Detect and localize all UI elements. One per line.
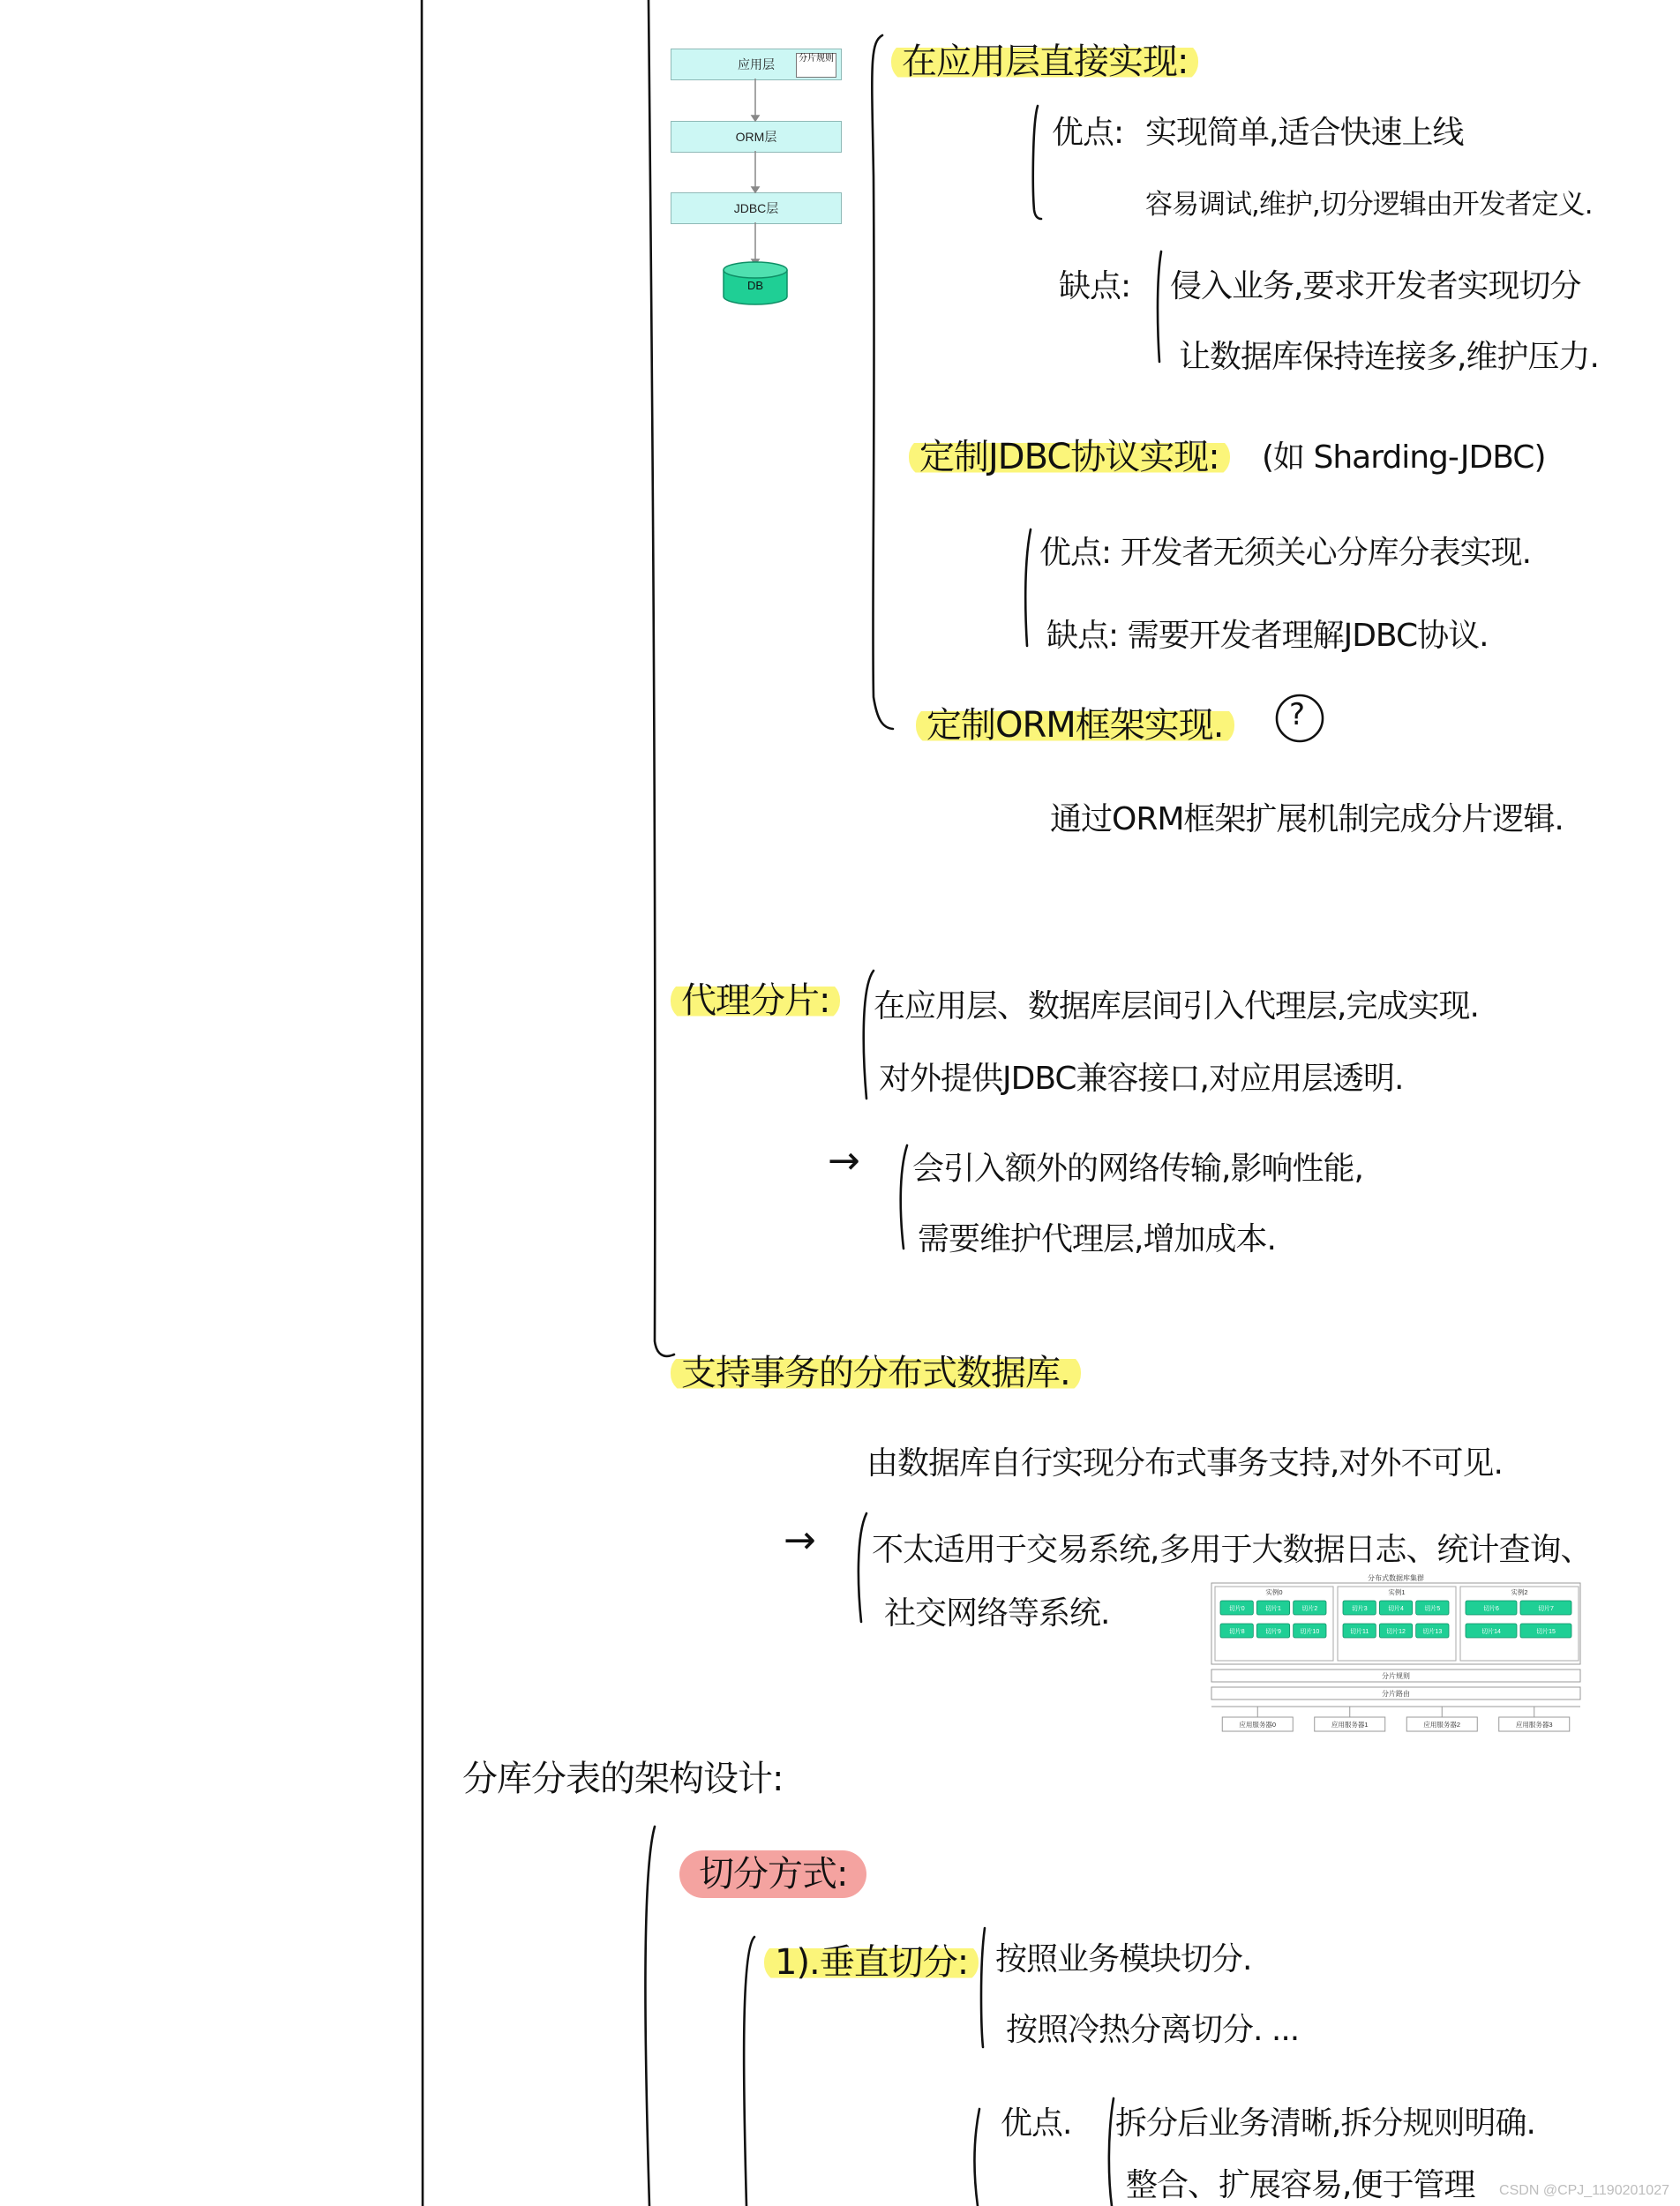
- shard-label: 切片8: [1228, 1629, 1245, 1635]
- vertical-split-title: 1).垂直切分:: [764, 1934, 979, 1985]
- dis-item-2: 让数据库保持连接多,维护压力.: [1179, 339, 1599, 375]
- shard-label: 切片12: [1386, 1629, 1406, 1635]
- proxy-title: 代理分片:: [671, 972, 840, 1023]
- jdbc-dis: 缺点: 需要开发者理解JDBC协议.: [1046, 618, 1489, 654]
- app-server-label: 应用服务器0: [1239, 1721, 1277, 1729]
- shard-label: 切片7: [1538, 1606, 1554, 1612]
- vertical-item-1: 按照业务模块切分.: [995, 1941, 1252, 1977]
- app-server-label: 应用服务器1: [1331, 1721, 1369, 1729]
- adv-label: 优点:: [1052, 115, 1124, 151]
- shard-label: 切片14: [1481, 1629, 1501, 1635]
- proxy-item-4: 需要维护代理层,增加成本.: [918, 1221, 1276, 1257]
- instance-label: 实例0: [1265, 1588, 1283, 1596]
- instance-label: 实例2: [1511, 1588, 1528, 1596]
- shard-label: 切片15: [1536, 1629, 1556, 1635]
- dist-db-item-3: 社交网络等系统.: [884, 1595, 1110, 1632]
- dist-db-item-1: 由数据库自行实现分布式事务支持,对外不可见.: [866, 1445, 1503, 1482]
- brace-v-adv: [1109, 2098, 1114, 2206]
- shard-label: 切片4: [1388, 1606, 1404, 1612]
- v-adv-item-2: 整合、扩展容易,便于管理: [1126, 2167, 1475, 2203]
- dis-item-1: 侵入业务,要求开发者实现切分: [1170, 268, 1581, 304]
- shard-rule-tag: 分片规则: [796, 53, 836, 78]
- shard-label: 切片6: [1483, 1606, 1499, 1612]
- adv-item-1: 实现简单,适合快速上线: [1145, 115, 1464, 151]
- dist-db-arrow: →: [784, 1518, 815, 1563]
- shard-label: 切片9: [1265, 1629, 1281, 1635]
- dist-db-title: 支持事务的分布式数据库.: [671, 1345, 1081, 1395]
- app-layer-label: 应用层: [738, 57, 775, 71]
- brace-vertical-methods: [981, 1928, 985, 2047]
- proxy-item-2: 对外提供JDBC兼容接口,对应用层透明.: [879, 1061, 1404, 1097]
- shard-label: 切片1: [1265, 1606, 1281, 1612]
- shard-label: 切片0: [1228, 1606, 1245, 1612]
- app-impl-title: 在应用层直接实现:: [891, 34, 1198, 84]
- brace-proxy-cost: [901, 1145, 907, 1249]
- dist-db-item-2: 不太适用于交易系统,多用于大数据日志、统计查询、: [872, 1532, 1592, 1568]
- split-title: 切分方式:: [679, 1846, 866, 1896]
- cluster-title: 分布式数据库集群: [1368, 1574, 1424, 1582]
- app-server-label: 应用服务器3: [1515, 1721, 1553, 1729]
- shard-route-label: 分片路由: [1382, 1690, 1410, 1698]
- jdbc-title: 定制JDBC协议实现:: [909, 429, 1230, 479]
- v-adv-item-1: 拆分后业务清晰,拆分规则明确.: [1115, 2105, 1535, 2142]
- shard-label: 切片13: [1422, 1629, 1443, 1635]
- orm-desc: 通过ORM框架扩展机制完成分片逻辑.: [1050, 801, 1564, 837]
- shard-rule-label: 分片规则: [1382, 1672, 1410, 1680]
- watermark: CSDN @CPJ_1190201027: [1499, 2183, 1669, 2198]
- cluster-diagram: [1211, 1572, 1581, 1740]
- proxy-item-1: 在应用层、数据库层间引入代理层,完成实现.: [874, 988, 1479, 1024]
- jdbc-example: (如 Sharding-JDBC): [1262, 439, 1546, 476]
- shard-label: 切片3: [1351, 1606, 1368, 1612]
- shard-label: 切片2: [1301, 1606, 1318, 1612]
- shard-label: 切片11: [1350, 1629, 1369, 1635]
- arch-title: 分库分表的架构设计:: [462, 1759, 784, 1799]
- shard-label: 切片5: [1424, 1606, 1441, 1612]
- v-adv-label: 优点.: [1001, 2105, 1072, 2142]
- brace-dist: [859, 1513, 866, 1622]
- proxy-arrow: →: [828, 1138, 859, 1183]
- brace-v-adv-outer: [975, 2109, 980, 2206]
- vertical-item-2: 按照冷热分离切分. ...: [1006, 2012, 1300, 2048]
- brace-arch: [645, 1827, 655, 2206]
- instance-label: 实例1: [1388, 1588, 1406, 1596]
- db-label: DB: [746, 279, 764, 292]
- brace-proxy: [864, 971, 874, 1099]
- brace-jdbc: [1025, 529, 1031, 646]
- shard-label: 切片10: [1300, 1629, 1320, 1635]
- dis-label: 缺点:: [1059, 268, 1131, 304]
- jdbc-adv: 优点: 开发者无须关心分库分表实现.: [1039, 535, 1532, 571]
- brace-vertical: [744, 1937, 754, 2206]
- orm-question-mark: ?: [1289, 697, 1305, 732]
- app-server-label: 应用服务器2: [1423, 1721, 1461, 1729]
- orm-title: 定制ORM框架实现.: [916, 697, 1234, 747]
- adv-item-2: 容易调试,维护,切分逻辑由开发者定义.: [1145, 189, 1593, 221]
- jdbc-layer-label: JDBC层: [733, 201, 779, 215]
- orm-layer-label: ORM层: [735, 130, 777, 144]
- proxy-item-3: 会引入额外的网络传输,影响性能,: [912, 1151, 1363, 1187]
